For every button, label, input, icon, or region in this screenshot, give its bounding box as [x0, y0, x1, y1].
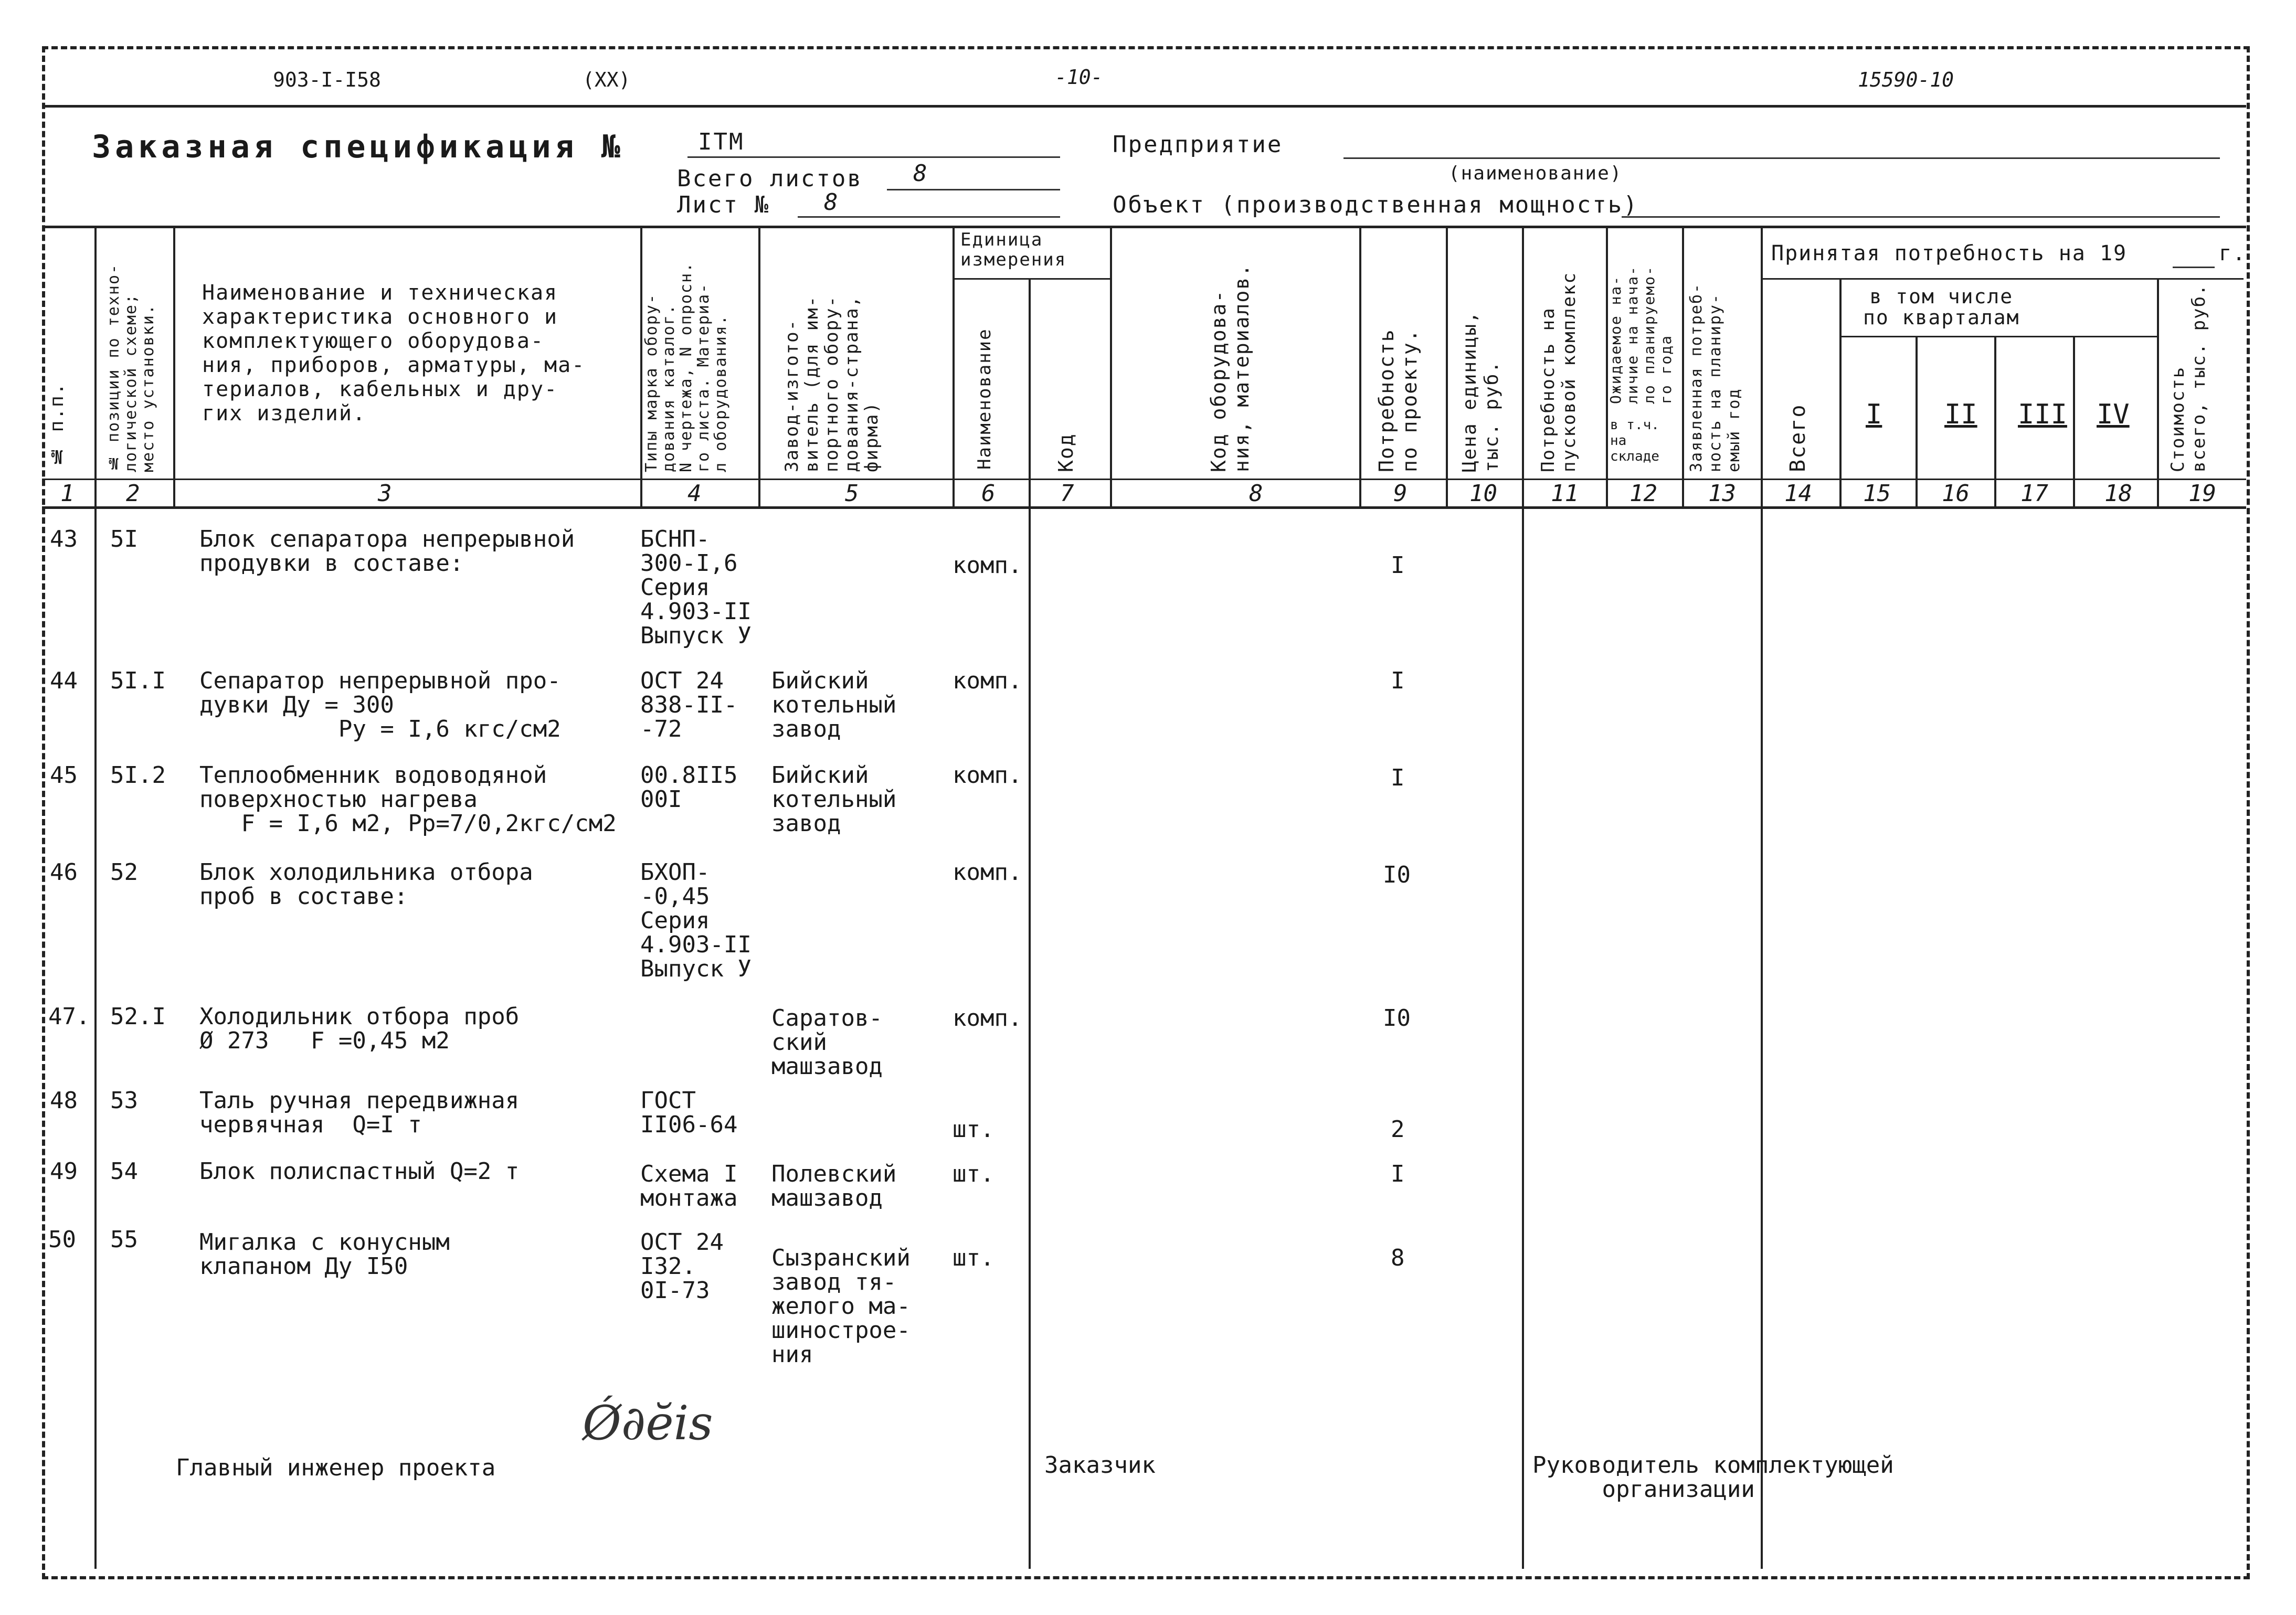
row-position: 5I.I — [110, 667, 166, 694]
colnum-19: 19 — [2188, 480, 2216, 507]
col-line — [1682, 226, 1684, 509]
col-line — [2073, 336, 2075, 509]
row-number: 46 — [50, 859, 78, 886]
colnum-8: 8 — [1249, 480, 1263, 507]
object-underline — [1622, 216, 2220, 218]
col-header-material-code: Код оборудова- ния, материалов. — [1207, 263, 1253, 472]
accepted-divider — [1761, 278, 2244, 280]
row-position: 52 — [110, 859, 138, 886]
col-header-demand: Потребность по проекту. — [1375, 328, 1421, 472]
colnum-18: 18 — [2104, 480, 2132, 507]
row-name: Блок сепаратора непрерывной продувки в составе: — [199, 526, 575, 577]
chief-engineer-label: Главный инженер проекта — [176, 1454, 496, 1481]
row-unit: комп. — [953, 859, 1022, 886]
col-header-accepted-suffix: г. — [2219, 241, 2247, 265]
row-type: БСНП- 300-I,6 Серия 4.903-II Выпуск У — [640, 526, 752, 649]
col-header-unit-name: Наименование — [974, 328, 995, 470]
row-unit: комп. — [953, 667, 1022, 694]
col-header-q1: I — [1866, 399, 1882, 430]
col-line — [1994, 336, 1996, 509]
doc-roman: (XX) — [583, 68, 631, 91]
colnum-17: 17 — [2020, 480, 2048, 507]
col-line — [758, 226, 760, 509]
top-strip-divider — [42, 105, 2246, 108]
sheets-total-label: Всего листов — [677, 165, 863, 192]
col-header-unit-group: Единица измерения — [960, 229, 1067, 270]
sheet-no-value: 8 — [824, 189, 840, 216]
enterprise-underline — [1343, 157, 2220, 159]
row-qty: 2 — [1391, 1116, 1405, 1143]
head-org-label: Руководитель комплектующей организации — [1532, 1452, 1894, 1503]
col-line — [1761, 226, 1763, 509]
row-position: 5I — [110, 526, 138, 552]
row-name: Мигалка с конусным клапаном Ду I50 — [199, 1229, 450, 1280]
col-header-launch: Потребность на пусковой комплекс — [1538, 272, 1580, 472]
quarters-divider — [1839, 336, 2157, 337]
colnum-7: 7 — [1060, 480, 1074, 507]
row-number: 45 — [50, 762, 78, 789]
col-line — [1916, 336, 1918, 509]
accepted-year-underline — [2173, 267, 2215, 268]
col-line — [1359, 226, 1361, 509]
row-qty: I — [1391, 1161, 1405, 1187]
row-maker: Полевский машзавод — [771, 1161, 897, 1212]
colnum-9: 9 — [1393, 480, 1408, 507]
row-qty: I — [1391, 667, 1405, 694]
row-position: 5I.2 — [110, 762, 166, 789]
row-type: БХОП- -0,45 Серия 4.903-II Выпуск У — [640, 859, 752, 982]
row-qty: I — [1391, 552, 1405, 579]
col-header-name: Наименование и техническая характеристика основного и комплектующего оборудова- ния, приборов, арматуры, ма- териалов, кабельных и дру- гих изделий. — [202, 281, 586, 426]
col-header-maker: Завод-изгото- витель (для им- портного обору- дования-страна, фирма) — [781, 295, 882, 472]
row-unit: комп. — [953, 1005, 1022, 1032]
col-header-type: Типы марка обору- дования каталог. N чертежа, N опросн. го листа. Материа- л оборудования. — [642, 261, 730, 472]
row-maker: Сызранский завод тя- желого ма- шинострое- ния — [771, 1245, 911, 1368]
row-name: Теплообменник водоводяной поверхностью нагрева F = I,6 м2, Рр=7/0,2кгс/см2 — [199, 762, 617, 837]
row-unit: шт. — [953, 1161, 994, 1187]
row-position: 54 — [110, 1158, 138, 1185]
colnum-2: 2 — [126, 480, 140, 507]
sheets-total-underline — [887, 189, 1060, 190]
row-maker: Саратов- ский машзавод — [771, 1005, 883, 1080]
row-position: 52.I — [110, 1003, 166, 1030]
row-type: ГОСТ II06-64 — [640, 1087, 738, 1138]
colnum-10: 10 — [1469, 480, 1497, 507]
spec-number-underline — [687, 156, 1060, 158]
col-header-expected-stock: в т.ч. на складе — [1610, 417, 1659, 464]
row-name: Холодильник отбора проб Ø 273 F =0,45 м2 — [199, 1003, 520, 1054]
colnum-1: 1 — [60, 480, 75, 507]
form-title: Заказная спецификация № — [92, 129, 625, 165]
col-header-q2: II — [1944, 399, 1977, 430]
sheet-no-label: Лист № — [677, 192, 770, 218]
sheet-no-underline — [798, 216, 1060, 218]
row-maker: Бийский котельный завод — [771, 667, 897, 742]
body-col-line — [1761, 506, 1763, 1569]
row-name: Таль ручная передвижная червячная Q=I т — [199, 1087, 520, 1138]
customer-label: Заказчик — [1044, 1452, 1156, 1479]
col-line — [94, 226, 97, 1569]
row-number: 44 — [50, 667, 78, 694]
row-number: 43 — [50, 526, 78, 552]
col-line — [1839, 278, 1842, 509]
handwritten-signature: Ǿ∂ĕis — [583, 1396, 713, 1451]
row-unit: шт. — [953, 1245, 994, 1271]
col-line — [1446, 226, 1448, 509]
enterprise-label: Предприятие — [1113, 131, 1283, 158]
colnum-14: 14 — [1784, 480, 1812, 507]
row-unit: комп. — [953, 762, 1022, 789]
colnum-5: 5 — [845, 480, 859, 507]
col-line — [2157, 278, 2159, 509]
row-number: 48 — [50, 1087, 78, 1114]
table-top-line — [42, 226, 2246, 228]
body-col-line — [1522, 506, 1524, 1569]
col-header-position: № позиции по техно- логической схеме; место установки. — [104, 263, 157, 472]
col-header-q4: IV — [2097, 399, 2130, 430]
row-number: 50 — [48, 1226, 76, 1253]
col-header-price: Цена единицы, тыс. руб. — [1459, 311, 1503, 472]
col-line — [173, 226, 175, 509]
row-type: 00.8II5 00I — [640, 762, 738, 813]
colnum-3: 3 — [378, 480, 392, 507]
col-header-accepted: Принятая потребность на 19 — [1771, 241, 2128, 265]
spec-number: ITM — [698, 129, 745, 155]
row-qty: I0 — [1383, 862, 1411, 888]
naming-label: (наименование) — [1448, 163, 1623, 184]
row-number: 49 — [50, 1158, 78, 1185]
row-unit: шт. — [953, 1116, 994, 1143]
body-col-line — [1029, 506, 1031, 1569]
doc-code: 903-I-I58 — [273, 68, 381, 91]
col-line — [1110, 226, 1112, 509]
colnum-15: 15 — [1863, 480, 1891, 507]
colnum-4: 4 — [687, 480, 702, 507]
row-position: 55 — [110, 1226, 138, 1253]
col-line — [953, 226, 955, 509]
colnum-11: 11 — [1551, 480, 1579, 507]
row-type: ОСТ 24 I32. 0I-73 — [640, 1229, 724, 1304]
row-qty: I0 — [1383, 1005, 1411, 1032]
colnum-13: 13 — [1708, 480, 1736, 507]
col-header-declared: Заявленная потреб- ность на планиру- емый год — [1687, 282, 1743, 472]
unit-group-divider — [953, 278, 1110, 280]
row-type: ОСТ 24 838-II- -72 — [640, 667, 738, 742]
row-name: Сепаратор непрерывной про- дувки Ду = 300 Ру = I,6 кгс/см2 — [199, 667, 561, 742]
col-header-number: № п.п. — [46, 382, 68, 467]
col-header-quarters: в том числе по кварталам — [1863, 285, 2020, 329]
row-type: Схема I монтажа — [640, 1161, 738, 1212]
row-name: Блок полиспастный Q=2 т — [199, 1158, 520, 1185]
colnum-16: 16 — [1942, 480, 1970, 507]
sheet-code: 15590-10 — [1858, 68, 1954, 91]
col-header-total: Всего — [1786, 403, 1810, 472]
col-line — [1029, 278, 1031, 509]
object-label: Объект (производственная мощность) — [1113, 192, 1639, 218]
col-header-q3: III — [2018, 399, 2067, 430]
col-header-cost: Стоимость всего, тыс. руб. — [2167, 283, 2209, 472]
row-position: 53 — [110, 1087, 138, 1114]
row-qty: I — [1391, 764, 1405, 791]
row-unit: комп. — [953, 552, 1022, 579]
colnum-12: 12 — [1630, 480, 1657, 507]
row-maker: Бийский котельный завод — [771, 762, 897, 837]
row-qty: 8 — [1391, 1245, 1405, 1271]
colnum-6: 6 — [981, 480, 996, 507]
page-number: -10- — [1055, 66, 1103, 89]
col-line — [1522, 226, 1524, 509]
col-header-expected: Ожидаемое на- личие на нача- ло планируемо- го года — [1607, 265, 1675, 404]
col-header-unit-code: Код — [1054, 433, 1077, 472]
row-number: 47. — [48, 1003, 90, 1030]
sheets-total-value: 8 — [913, 160, 929, 187]
row-name: Блок холодильника отбора проб в составе: — [199, 859, 533, 910]
